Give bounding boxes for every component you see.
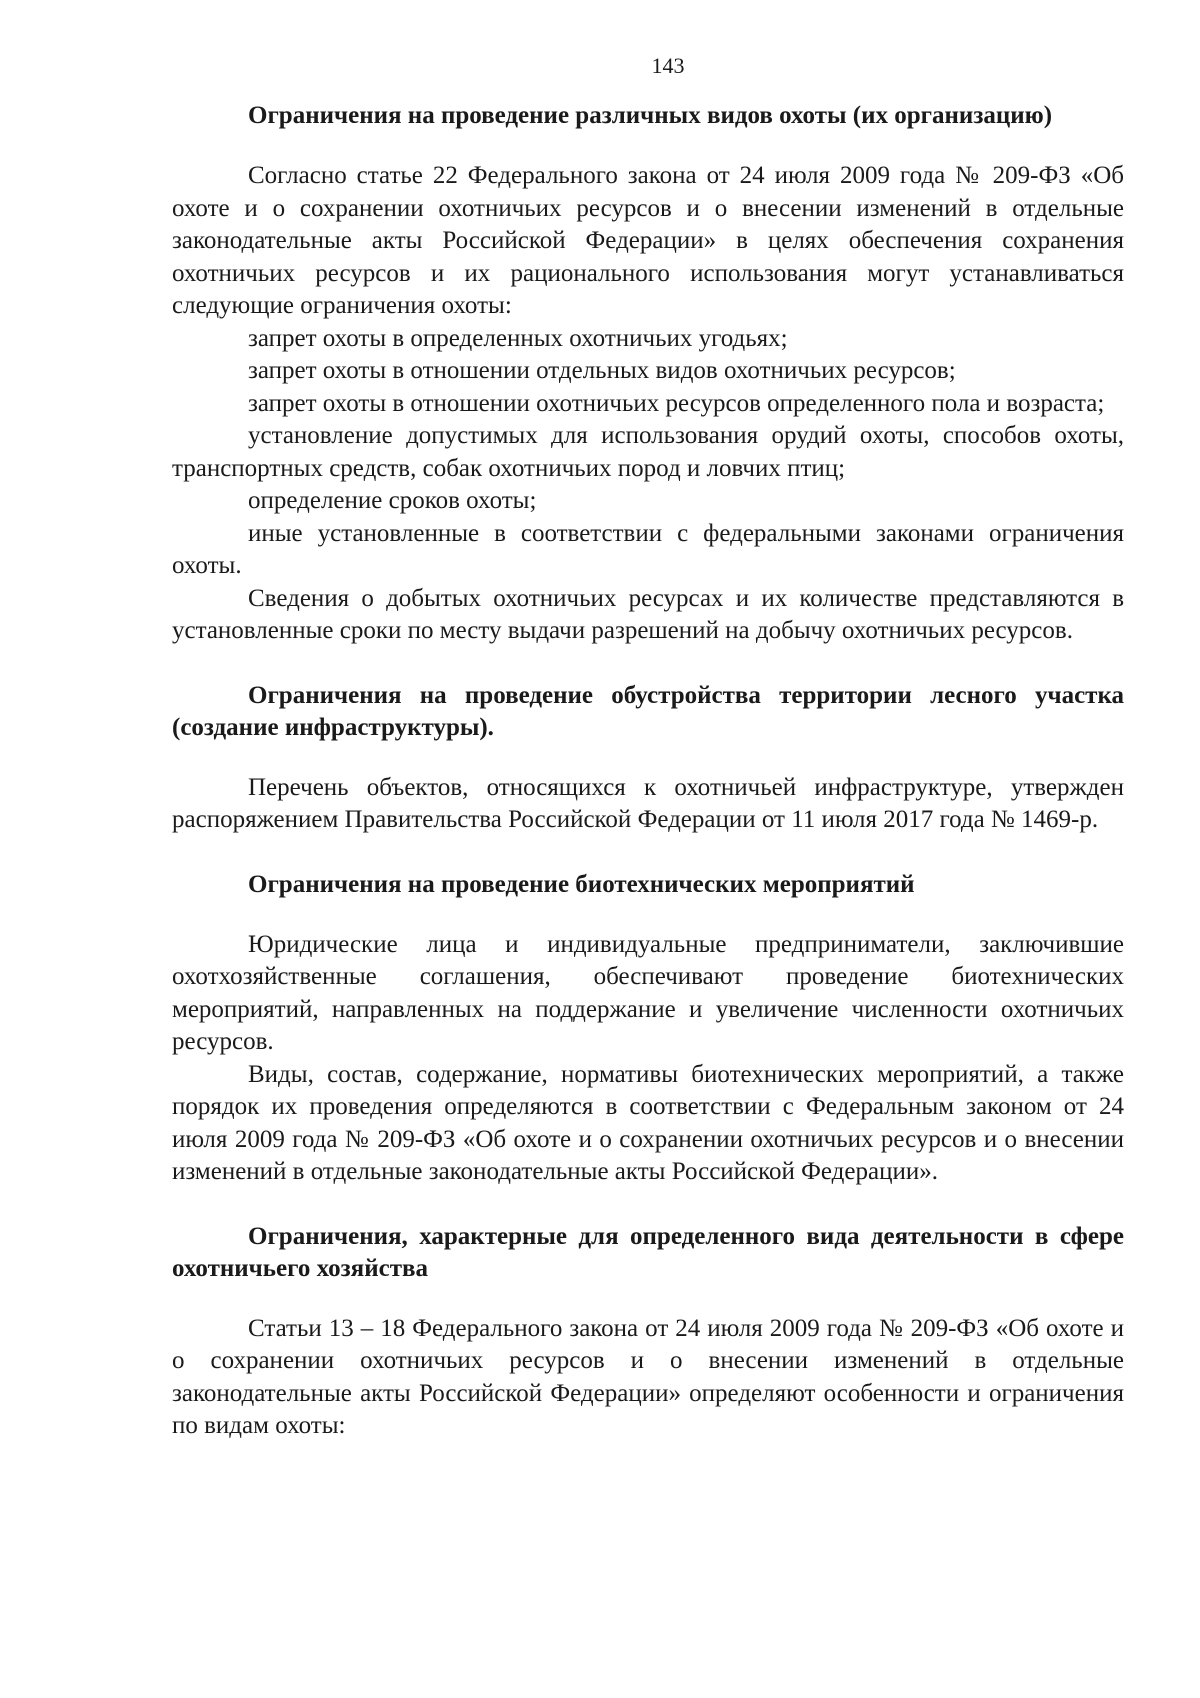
section-heading: Ограничения, характерные для определенного вида деятельности в сфере охотничьего хозяйства xyxy=(172,1222,1124,1282)
list-item: запрет охоты в определенных охотничьих угодьях; xyxy=(248,324,788,352)
paragraph: Юридические лица и индивидуальные предприниматели, заключившие охотхозяйственные соглашения, обеспечивают проведение биотехнических мероприятий, направленных на поддержание и увеличение численности охотничьих ресурсов. xyxy=(172,930,1124,1055)
paragraph: Перечень объектов, относящихся к охотничьей инфраструктуре, утвержден распоряжением Правительства Российской Федерации от 11 июля 2017 года № 1469-р. xyxy=(172,773,1124,833)
section-activity-specific xyxy=(172,1221,1124,1443)
list-item: запрет охоты в отношении отдельных видов охотничьих ресурсов; xyxy=(248,357,956,384)
document-page xyxy=(172,52,1124,1443)
list-item: запрет охоты в отношении охотничьих ресурсов определенного пола и возраста; xyxy=(248,389,1105,417)
paragraph: Статьи 13 – 18 Федерального закона от 24 июля 2009 года № 209-ФЗ «Об охоте и о сохранении охотничьих ресурсов и о внесении изменений в отдельные законодательные акты Российской Федерации» определяют особенности и ограничения по видам охоты: xyxy=(172,1314,1124,1439)
section-infrastructure xyxy=(172,680,1124,837)
paragraph: Сведения о добытых охотничьих ресурсах и их количестве представляются в установленные сроки по месту выдачи разрешений на добычу охотничьих ресурсов. xyxy=(172,584,1124,644)
paragraph: Виды, состав, содержание, нормативы биотехнических мероприятий, а также порядок их проведения определяются в соответствии с Федеральным законом от 24 июля 2009 года № 209-ФЗ «Об охоте и о сохранении охотничьих ресурсов и о внесении изменений в отдельные законодательные акты Российской Федерации». xyxy=(172,1060,1124,1185)
section-heading: Ограничения на проведение обустройства территории лесного участка (создание инфраструктуры). xyxy=(172,681,1124,741)
section-heading: Ограничения на проведение биотехнических мероприятий xyxy=(248,870,915,898)
section-biotechnical xyxy=(172,869,1124,1189)
page-number: 143 xyxy=(651,53,685,78)
paragraph: Согласно статье 22 Федерального закона от 24 июля 2009 года № 209-ФЗ «Об охоте и о сохранении охотничьих ресурсов и о внесении изменений в отдельные законодательные акты Российской Федерации» в целях обеспечения сохранения охотничьих ресурсов и их рационального использования могут устанавливаться следующие ограничения охоты: xyxy=(172,162,1124,319)
list-item: установление допустимых для использования орудий охоты, способов охоты, транспортных средств, собак охотничьих пород и ловчих птиц; xyxy=(172,422,1124,482)
list-item: иные установленные в соответствии с федеральными законами ограничения охоты. xyxy=(172,519,1124,579)
list-item: определение сроков охоты; xyxy=(248,487,537,514)
section-hunting-types xyxy=(172,100,1124,648)
section-heading: Ограничения на проведение различных видов охоты (их организацию) xyxy=(248,102,1053,129)
